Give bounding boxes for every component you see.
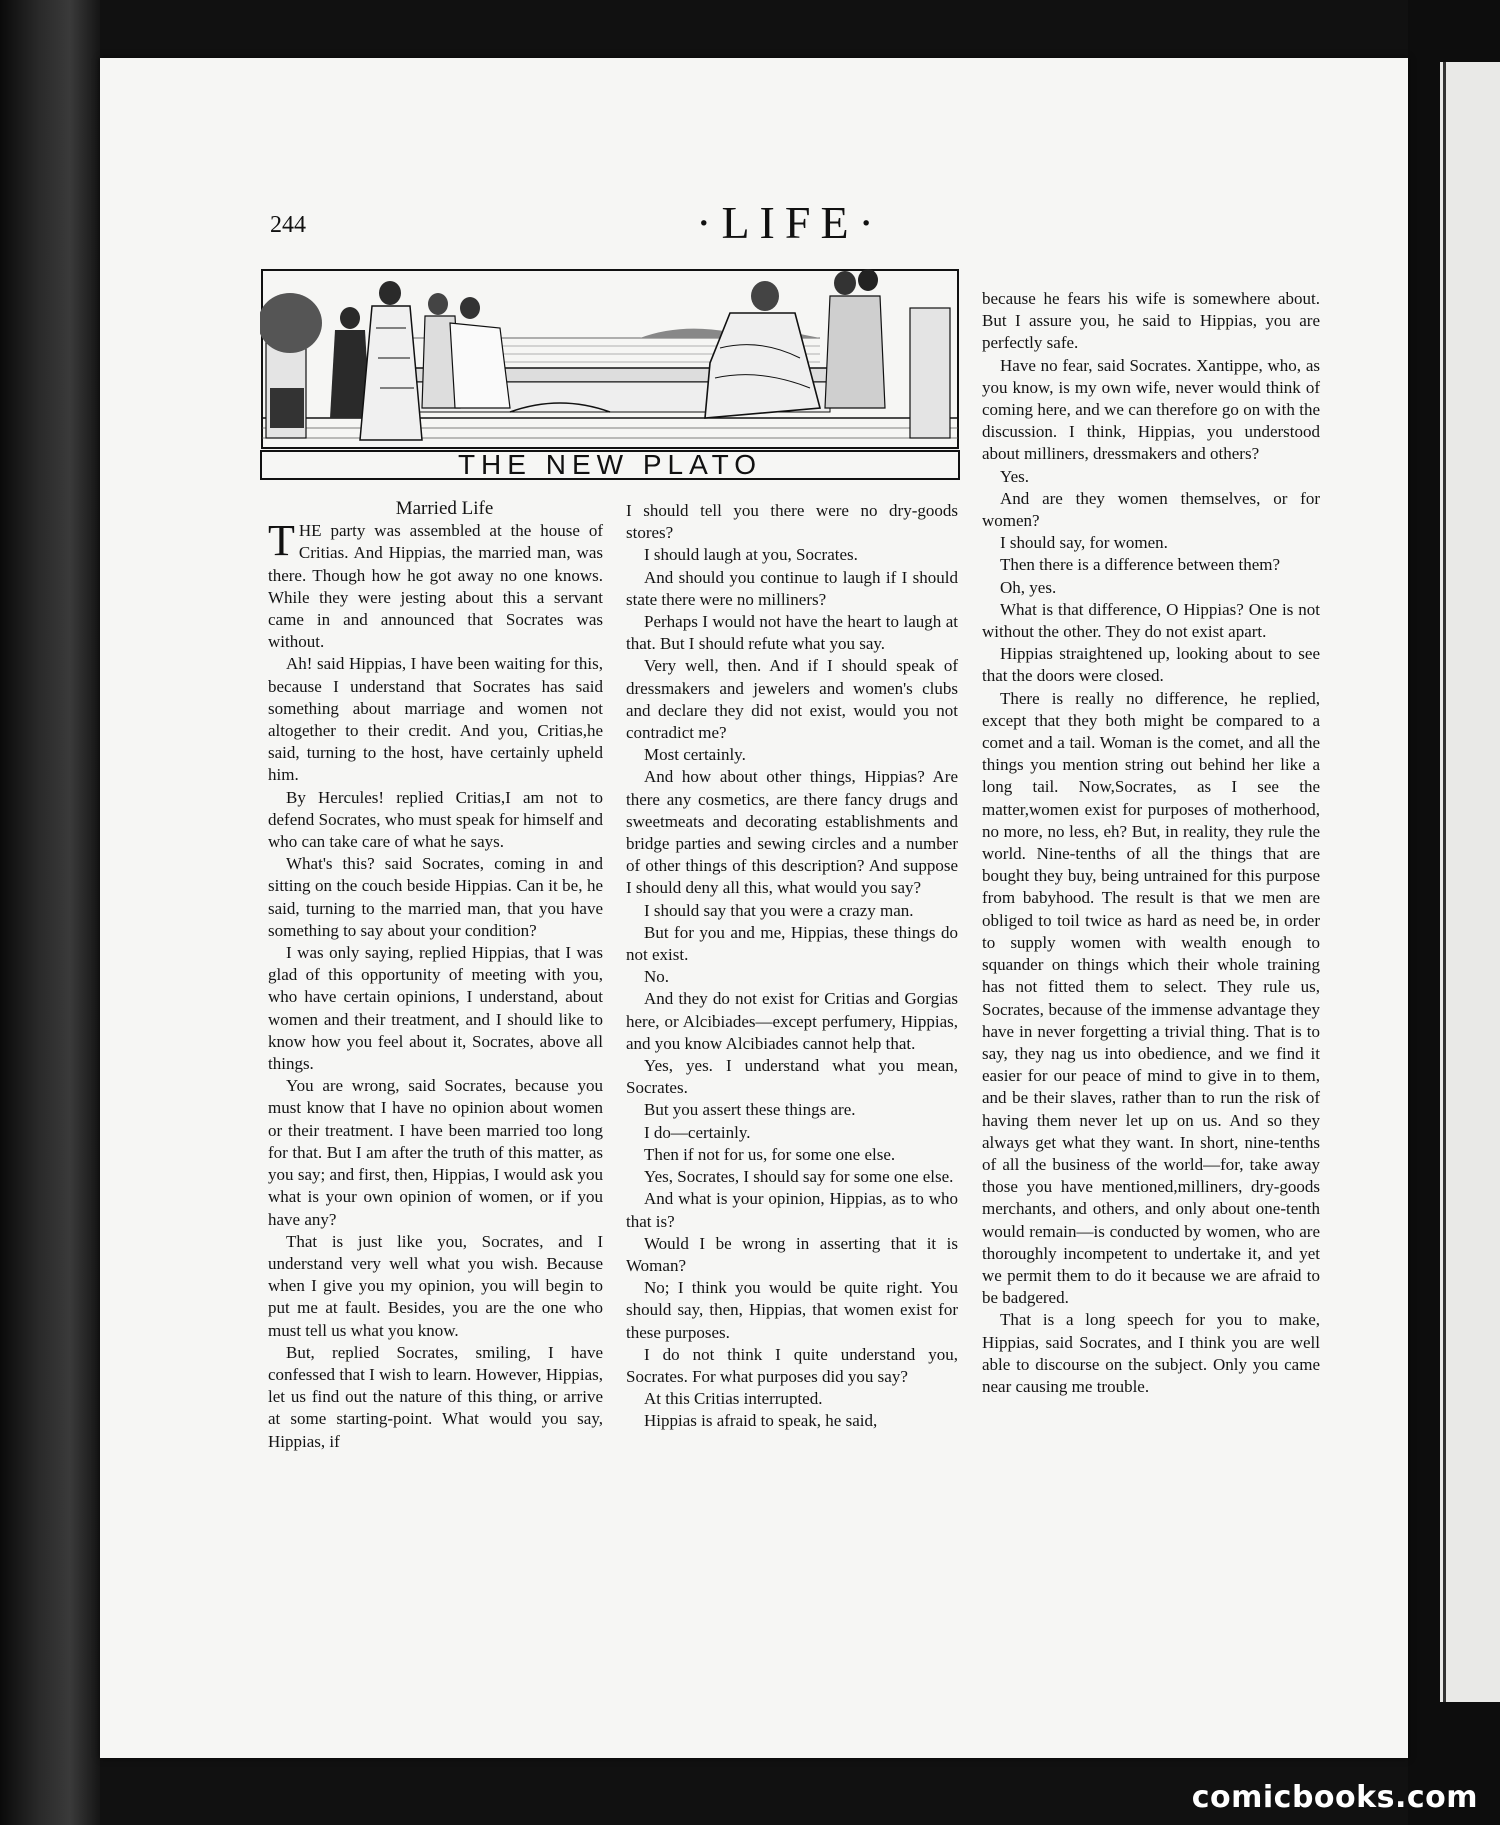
paragraph: Yes, yes. I understand what you mean, Socrates. bbox=[626, 1056, 958, 1098]
paragraph: And should you continue to laugh if I should state there were no milliners? bbox=[626, 567, 958, 609]
paragraph: But you assert these things are. bbox=[644, 1100, 856, 1120]
paragraph: And they do not exist for Critias and Gorgias here, or Alcibiades—except perfumery, Hippias, and you know Alcibiades cannot help that. bbox=[626, 989, 958, 1053]
paragraph: That is just like you, Socrates, and I understand very well what you wish. Because when I give you my opinion, you will begin to put me at fault. Besides, you are the one who must tell us what you know. bbox=[268, 1231, 603, 1340]
paragraph: Oh, yes. bbox=[1000, 577, 1057, 597]
paragraph: I should say, for women. bbox=[1000, 533, 1168, 553]
paragraph: Yes, Socrates, I should say for some one else. bbox=[644, 1167, 954, 1187]
paragraph: By Hercules! replied Critias,I am not to defend Socrates, who must speak for himself and who can take care of what he says. bbox=[268, 787, 603, 852]
next-page-border bbox=[1443, 62, 1446, 1702]
paragraph: I do not think I quite understand you, Socrates. For what purposes did you say? bbox=[626, 1344, 958, 1386]
paragraph: At this Critias interrupted. bbox=[644, 1389, 823, 1409]
paragraph: I was only saying, replied Hippias, that I was glad of this opportunity of meeting with you, who have certain opinions, I understand, about women and their treatment, and I should like to know how you feel about it, Socrates, above all things. bbox=[268, 943, 603, 1074]
text-column-1 bbox=[268, 498, 603, 1453]
page-number: 244 bbox=[270, 212, 306, 238]
paragraph: And are they women themselves, or for women? bbox=[982, 488, 1320, 531]
next-page-edge bbox=[1440, 62, 1500, 1702]
article-subtitle: Married Life bbox=[395, 498, 494, 519]
scan-left-edge bbox=[0, 0, 100, 1825]
paragraph: But, replied Socrates, smiling, I have confessed that I wish to learn. However, Hippias, let us find out the nature of this thing, or arrive at some starting-point. What would you say, Hippias, if bbox=[268, 1342, 603, 1451]
paragraph: I do—certainly. bbox=[644, 1122, 751, 1142]
paragraph: Would I be wrong in asserting that it is Woman? bbox=[626, 1233, 958, 1275]
paragraph: Hippias is afraid to speak, he said, bbox=[644, 1411, 878, 1431]
paragraph: No. bbox=[644, 967, 670, 987]
text-column-2 bbox=[626, 500, 958, 1433]
paragraph: Have no fear, said Socrates. Xantippe, who, as you know, is my own wife, never would think of coming here, and we can therefore go on with the discussion. I think, Hippias, you understood about milliners, dressmakers and others? bbox=[982, 355, 1320, 464]
header-illustration bbox=[260, 268, 960, 478]
paragraph: What's this? said Socrates, coming in and sitting on the couch beside Hippias. Can it be, he said, turning to the married man, that you have something to say about your condition? bbox=[268, 854, 603, 940]
paragraph: Most certainly. bbox=[644, 745, 746, 765]
paragraph: Yes. bbox=[1000, 466, 1029, 486]
paragraph: That is a long speech for you to make, Hippias, said Socrates, and I think you are well able to discourse on the subject. Only you came near causing me trouble. bbox=[982, 1310, 1320, 1396]
article-title-banner bbox=[260, 450, 960, 480]
text-column-3 bbox=[982, 288, 1320, 1398]
paragraph: I should laugh at you, Socrates. bbox=[644, 545, 858, 565]
paragraph: Then if not for us, for some one else. bbox=[644, 1144, 896, 1164]
paragraph: I should say that you were a crazy man. bbox=[644, 900, 914, 920]
paragraph: I should tell you there were no dry-goods stores? bbox=[626, 501, 958, 543]
paragraph bbox=[268, 516, 603, 653]
paragraph: What is that difference, O Hippias? One is not without the other. They do not exist apart. bbox=[982, 599, 1320, 642]
paragraph: Then there is a difference between them? bbox=[1000, 555, 1281, 575]
watermark: comicbooks.com bbox=[1191, 1780, 1478, 1815]
drop-cap: T bbox=[268, 516, 295, 566]
masthead: ·LIFE· bbox=[696, 197, 884, 248]
paragraph: Perhaps I would not have the heart to laugh at that. But I should refute what you say. bbox=[626, 612, 958, 654]
paragraph: And what is your opinion, Hippias, as to who that is? bbox=[626, 1189, 958, 1231]
paragraph: There is really no difference, he replied, except that they both might be compared to a comet and a tail. Woman is the comet, and all the things you mention string out behind her like a long tail. Now,Socrates, as I see the matter,women exist for purposes of motherhood, no more, no less, eh? But, in reality, they rule the world. Nine-tenths of all the things that are bought they buy, being untrained for this purpose from babyhood. The result is that we men are obliged to toil twice as hard as need be, in order to supply women with wealth enough to squander on things which their whole training has not fitted them to select. They rule us, Socrates, because of the immense advantage they have in never forgetting a trivial thing. That is to say, they nag us into obedience, and we find it easier for our peace of mind to give in to them, and be their slaves, rather than to run the risk of having them never let up on us. And so they always get what they want. In short, nine-tenths of all the business of the world—for, take away those you have mentioned,milliners, dry-goods merchants, and others, and only about one-tenth would remain—is conducted by women, who are thoroughly incompetent to undertake it, and yet we permit them to do it because we are afraid to be badgered. bbox=[982, 688, 1320, 1308]
paragraph: And how about other things, Hippias? Are there any cosmetics, are there fancy drugs and sweetmeats and decorating establishments and bridge parties and sewing circles and a number of other things of this description? And suppose I should deny all this, what would you say? bbox=[626, 767, 958, 898]
paragraph: But for you and me, Hippias, these things do not exist. bbox=[626, 922, 958, 965]
article-title: THE NEW PLATO bbox=[457, 449, 763, 480]
paragraph: Ah! said Hippias, I have been waiting for this, because I understand that Socrates has said something about marriage and women not altogether to their credit. And you, Critias,he said, turning to the host, have certainly upheld him. bbox=[268, 654, 603, 785]
paragraph: No; I think you would be quite right. You should say, then, Hippias, that women exist for these purposes. bbox=[626, 1278, 958, 1342]
paragraph: You are wrong, said Socrates, because you must know that I have no opinion about women or their treatment. I have been married too long for that. But I am after the truth of this matter, as you say; and first, then, Hippias, I would ask you what is your own opinion of women, or if you have any? bbox=[268, 1076, 603, 1229]
paragraph-text: HE party was assembled at the house of Critias. And Hippias, the married man, was there. Though how he got away no one knows. While they were jesting about this a servant came in and announced that Socrates was without. bbox=[268, 521, 603, 652]
paragraph: Hippias straightened up, looking about to see that the doors were closed. bbox=[982, 644, 1320, 686]
paragraph: because he fears his wife is somewhere about. But I assure you, he said to Hippias, you are perfectly safe. bbox=[982, 289, 1320, 353]
paragraph: Very well, then. And if I should speak of dressmakers and jewelers and women's clubs and declare they did not exist, would you not contradict me? bbox=[626, 656, 958, 743]
